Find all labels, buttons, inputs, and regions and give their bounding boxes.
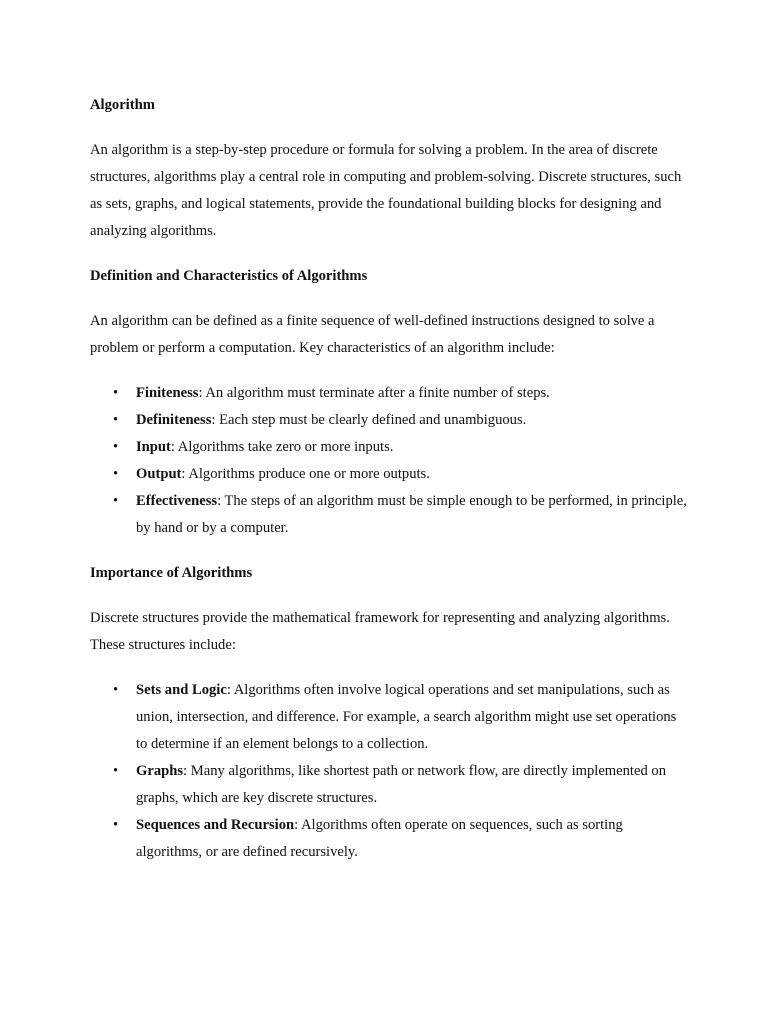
bullet-icon: • bbox=[113, 682, 119, 698]
list-item-text: : Algorithms take zero or more inputs. bbox=[170, 439, 394, 455]
list-item bbox=[90, 407, 690, 434]
list-item bbox=[90, 812, 690, 866]
section-definition bbox=[90, 263, 690, 542]
list-item-term: Graphs bbox=[136, 763, 184, 779]
bullet-icon: • bbox=[113, 466, 119, 482]
list-item bbox=[90, 758, 690, 812]
bullet-icon: • bbox=[113, 817, 119, 833]
list-item-text: : An algorithm must terminate after a finite number of steps. bbox=[198, 385, 550, 401]
section-heading: Definition and Characteristics of Algorithms bbox=[90, 268, 368, 284]
list-item bbox=[90, 461, 690, 488]
section-importance bbox=[90, 560, 690, 866]
structures-list bbox=[90, 677, 690, 866]
list-item-text: : Algorithms produce one or more outputs. bbox=[181, 466, 430, 482]
bullet-icon: • bbox=[113, 439, 119, 455]
list-item-text: : Many algorithms, like shortest path or network flow, are directly implemented on graphs, which are key discrete structures. bbox=[136, 763, 667, 806]
section-algorithm bbox=[90, 92, 690, 245]
list-item bbox=[90, 380, 690, 407]
section-heading: Importance of Algorithms bbox=[90, 565, 253, 581]
list-item-text: : The steps of an algorithm must be simple enough to be performed, in principle, by hand or by a computer. bbox=[136, 493, 687, 536]
list-item-term: Sets and Logic bbox=[136, 682, 227, 698]
characteristics-list bbox=[90, 380, 690, 542]
bullet-icon: • bbox=[113, 493, 119, 509]
list-item-term: Input bbox=[136, 439, 171, 455]
list-item bbox=[90, 434, 690, 461]
list-item bbox=[90, 488, 690, 542]
list-item-term: Output bbox=[136, 466, 182, 482]
list-item-text: : Algorithms often involve logical operations and set manipulations, such as union, intersection, and difference. For example, a search algorithm might use set operations to determine if an element belongs to a collection. bbox=[136, 682, 677, 752]
list-item-text: : Each step must be clearly defined and unambiguous. bbox=[211, 412, 527, 428]
document-page bbox=[90, 92, 690, 884]
list-item-term: Sequences and Recursion bbox=[136, 817, 295, 833]
section-paragraph: Discrete structures provide the mathematical framework for representing and analyzing algorithms. These structures include: bbox=[90, 610, 670, 653]
bullet-icon: • bbox=[113, 763, 119, 779]
list-item-term: Effectiveness bbox=[136, 493, 218, 509]
section-paragraph: An algorithm can be defined as a finite sequence of well-defined instructions designed to solve a problem or perform a computation. Key characteristics of an algorithm include: bbox=[90, 313, 655, 356]
list-item-text: : Algorithms often operate on sequences, such as sorting algorithms, or are defined recursively. bbox=[136, 817, 623, 860]
section-heading: Algorithm bbox=[90, 97, 155, 113]
bullet-icon: • bbox=[113, 385, 119, 401]
section-paragraph: An algorithm is a step-by-step procedure or formula for solving a problem. In the area of discrete structures, algorithms play a central role in computing and problem-solving. Discrete structures, such as sets, graphs, and logical statements, provide the foundational building blocks for designing and analyzing algorithms. bbox=[90, 142, 682, 239]
bullet-icon: • bbox=[113, 412, 119, 428]
list-item-term: Finiteness bbox=[136, 385, 199, 401]
list-item-term: Definiteness bbox=[136, 412, 212, 428]
list-item bbox=[90, 677, 690, 758]
